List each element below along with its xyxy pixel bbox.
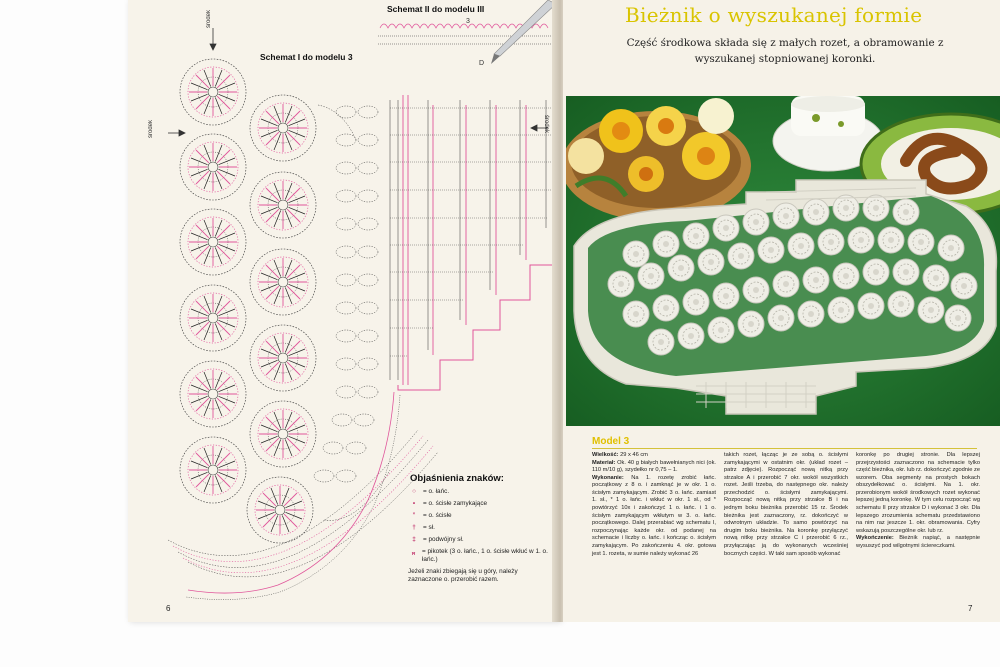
instructions-columns [592,452,980,558]
page-subtitle: Część środkowa składa się z małych rozet, a obramowanie z wyszukanej stopniowanej koronki. [626,37,944,65]
single-crochet-icon: ˟ [412,512,416,519]
legend [408,488,553,584]
double-crochet-icon: † [412,524,416,531]
legend-item: • = o. ścisłe zamykające [408,500,553,508]
instructions-column-2: takich rozet, łącząc je ze sobą o. ścisłymi zamykającymi w ostatnim okr. (układ rozet – patrz zdjęcie). Rozpocząć nową nitką przy strzałce A i przerobić 7 okr. wokół wszystkich rozet. Jeśli trzeba, do następnego okr. należy przechodzić o. ścisłymi zamykającymi. Rozpocząć nową nitką przy strzałce B i na jednym boku bieżnika przerobić 15 rz. Środek bieżnika jest zaznaczony, rz. dokończyć w odwrotnym układzie. To samo powtórzyć na drugim boku bieżnika. Na koronkę przyłączyć nową nitkę przy strzałce C i przerobić 6 rz., przyłączając ją do wykonanych wcześniej bocznych części. W taki sam sposób wykonać [724,452,848,557]
instructions-column-3: koronkę po drugiej stronie. Dla lepszej przejrzystości zaznaczono na schemacie tylko część bieżnika, okr. lub rz. dokończyć zgodnie ze wzorem. Oba segmenty na prostych bokach obszydełkować o. ścisłymi. Na 1. okr. przerobionym wokół środkowych rozet wykonać lepszej jedną koronkę. W tym celu rozpocząć wg schematu II przy strzałce D i wykonać 3 okr. Dla lepszego zrozumienia schematu przedstawiono na nim raz jeszcze 1. okr. obramowania. Cyfry wskazują poszczególne okr. lub rz. Wykończenie: Bieżnik napiąć, a następnie wysuszyć pod wilgotnymi ściereczkami. [856,452,980,549]
legend-item: ‡ = podwójny sł. [408,536,553,544]
page-number-left: 6 [166,604,171,613]
heading-rule [592,448,977,449]
center-mark-right: środek [543,115,549,134]
schema2-label: Schemat II do modelu III [387,4,485,14]
legend-item: ˟ = o. ścisłe [408,512,553,520]
row-number-marker: 3 [466,18,470,25]
picot-icon: ꟸ [411,552,416,559]
pen-image [478,0,558,70]
instructions-column-1: Wielkość: 29 x 46 cm Materiał: Ok. 40 g białych bawełnianych nici (ok. 110 m/10 g), szydełko nr 0,75 – 1. Wykonanie: Na 1. rozetę zrobić łańc. początkowy z 8 o. i zamknąć je w okr. 1 o. ścisłym zamykającym. Zrobić 3 o. łańc. zamiast 1. sł., * 1 o. łańc. i wkłuć w okr. 1 sł., od * powtórzyć 10x i zakończyć 1 o. łańc. i 1 o. ścisłym zamykającym wkłutym w 3. o. łańc. początkowego. Dalej przerabiać wg schematu I, rozpoczynając każde okr. od podanej na schemacie i liczby o. łańc. i kończąc o. ścisłym zamykającym. Po zakończeniu 4. okr. gotowa jest 1. rozeta, w sumie należy wykonać 26 [592,452,716,557]
slip-stitch-icon: • [412,500,416,507]
page-number-right: 7 [968,604,973,613]
legend-item: † = sł. [408,524,553,532]
legend-item: ꟸ = pikotek (3 o. łańc., 1 o. ścisłe wkłuć w 1. o. łańc.) [408,548,553,564]
arrow-d-marker: D [479,60,485,67]
center-mark-top: środek [206,10,212,29]
legend-title: Objaśnienia znaków: [410,473,504,484]
chain-stitch-icon: ○ [412,488,416,495]
model-heading: Model 3 [592,436,630,447]
treble-crochet-icon: ‡ [412,536,416,543]
page-title: Bieżnik o wyszukanej formie [625,3,923,27]
legend-note: Jeżeli znaki zbiegają się u góry, należy zaznaczone o. przerobić razem. [408,568,518,583]
legend-item: ○ = o. łańc. [408,488,553,496]
center-mark-left: środek [148,120,154,139]
schema1-label: Schemat I do modelu 3 [260,52,353,62]
table-runner-photo [566,96,1000,426]
